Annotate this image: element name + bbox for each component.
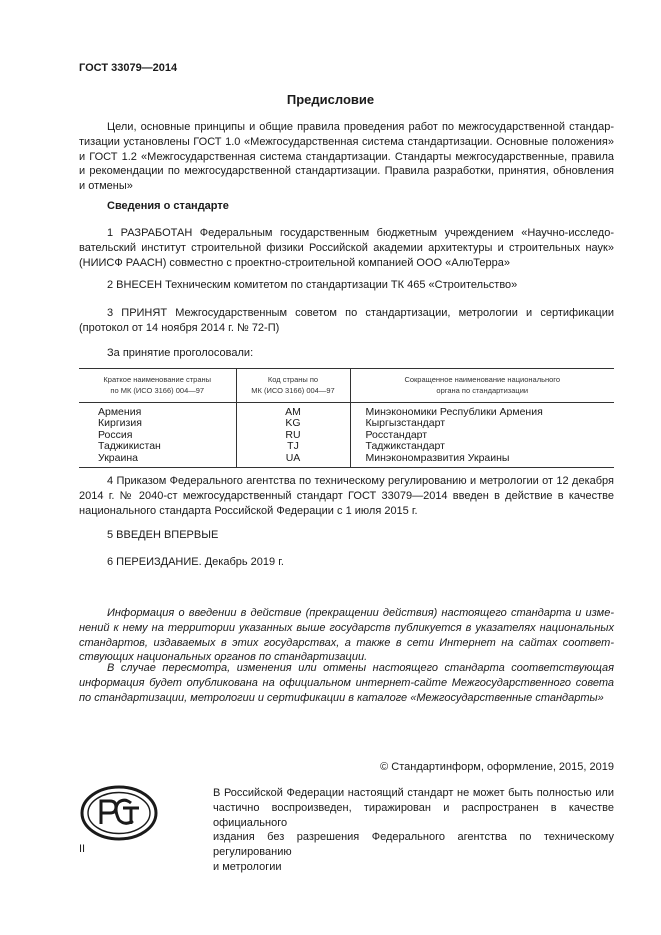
italic-line: ствующих национальных органов по стандартизации. bbox=[79, 651, 368, 664]
table-row bbox=[79, 403, 614, 419]
body-cell: Кыргызстандарт bbox=[350, 418, 614, 429]
country-cell: Киргизия bbox=[98, 417, 142, 430]
voting-table bbox=[79, 368, 614, 468]
country-cell: Россия bbox=[98, 428, 133, 441]
voted-label: За принятие проголосовали: bbox=[107, 347, 254, 359]
item-3-adopted bbox=[79, 306, 614, 336]
intro-line: и отмены» bbox=[79, 180, 133, 193]
item-3-line: (протокол от 14 ноября 2014 г. № 72-П) bbox=[79, 321, 280, 334]
item-5-first-introduced: 5 ВВЕДЕН ВПЕРВЫЕ bbox=[107, 529, 219, 541]
item-1-developed bbox=[79, 226, 614, 270]
notice-line: В Российской Федерации настоящий стандарт не может быть полностью или bbox=[213, 787, 614, 799]
item-4-line: 2014 г. № 2040-ст межгосударственный стандарт ГОСТ 33079—2014 введен в действие в качестве bbox=[79, 489, 614, 502]
copyright-line: © Стандартинформ, оформление, 2015, 2019 bbox=[380, 761, 614, 773]
item-4-line: национального стандарта Российской Федерации с 1 июля 2015 г. bbox=[79, 504, 418, 517]
table-header-row bbox=[79, 369, 614, 403]
code-cell: TJ bbox=[236, 441, 350, 452]
col-header-body: Сокращенное наименование национального органа по стандартизации bbox=[350, 369, 614, 403]
code-cell: AM bbox=[236, 403, 350, 419]
notice-line: и метрологии bbox=[213, 860, 282, 873]
rst-logo-icon bbox=[79, 784, 159, 842]
country-cell: Таджикистан bbox=[98, 440, 161, 453]
col-header-country: Краткое наименование страны по МК (ИСО 3166) 004—97 bbox=[79, 369, 236, 403]
notice-line: частично воспроизведен, тиражирован и распространен в качестве официального bbox=[213, 801, 614, 829]
page-number: II bbox=[79, 843, 86, 855]
document-code-header: ГОСТ 33079—2014 bbox=[79, 62, 178, 74]
item-1-line: вательский институт строительной физики Российской академии архитектуры и строительных наук» bbox=[79, 241, 614, 254]
revision-notice-paragraph bbox=[79, 661, 614, 705]
body-cell: Таджикстандарт bbox=[350, 441, 614, 452]
item-2-introduced: 2 ВНЕСЕН Техническим комитетом по стандартизации ТК 465 «Строительство» bbox=[107, 279, 518, 291]
page-title: Предисловие bbox=[286, 92, 375, 107]
intro-paragraph bbox=[79, 120, 614, 194]
country-cell: Украина bbox=[79, 453, 236, 468]
item-3-line: 3 ПРИНЯТ Межгосударственным советом по стандартизации, метрологии и сертификации bbox=[107, 307, 614, 319]
italic-line: Информация о введении в действие (прекращении действия) настоящего стандарта и изме- bbox=[107, 607, 614, 619]
table-row bbox=[79, 418, 614, 429]
country-cell: Армения bbox=[98, 406, 142, 418]
code-cell: RU bbox=[236, 430, 350, 441]
intro-line: и рекомендации по межгосударственной стандартизации. Правила разработки, принятия, обновления bbox=[79, 165, 614, 178]
table-row bbox=[79, 453, 614, 468]
code-cell: KG bbox=[236, 418, 350, 429]
item-4-line: 4 Приказом Федерального агентства по техническому регулированию и метрологии от 12 декабря bbox=[107, 475, 614, 487]
body-cell: Минэкономразвития Украины bbox=[350, 453, 614, 468]
italic-line: по стандартизации, метрологии и сертификации в каталоге «Межгосударственные стандарты» bbox=[79, 691, 604, 704]
info-heading: Сведения о стандарте bbox=[107, 200, 229, 212]
intro-line: и ГОСТ 1.2 «Межгосударственная система стандартизации. Стандарты межгосударственные, правила bbox=[79, 150, 614, 163]
italic-line: В случае пересмотра, изменения или отмены настоящего стандарта соответствующая bbox=[107, 662, 614, 674]
item-6-reissue: 6 ПЕРЕИЗДАНИЕ. Декабрь 2019 г. bbox=[107, 556, 284, 568]
italic-line: информация будет опубликована на официальном интернет-сайте Межгосударственного совета bbox=[79, 676, 614, 689]
table-row bbox=[79, 441, 614, 452]
item-1-line: (НИИСФ РААСН) совместно с проектно-строительной компанией ООО «АлюТерра» bbox=[79, 256, 510, 269]
item-1-line: 1 РАЗРАБОТАН Федеральным государственным бюджетным учреждением «Научно-исследо- bbox=[107, 227, 614, 239]
body-cell: Росстандарт bbox=[350, 430, 614, 441]
item-4-order bbox=[79, 474, 614, 518]
italic-line: стандартов, издаваемых в этих государствах, а также в сети Интернет на сайтах соответ- bbox=[79, 636, 614, 649]
col-header-code: Код страны по МК (ИСО 3166) 004—97 bbox=[236, 369, 350, 403]
info-notice-paragraph bbox=[79, 606, 614, 665]
intro-line: тизации установлены ГОСТ 1.0 «Межгосударственная система стандартизации. Основные положения» bbox=[79, 135, 614, 148]
notice-line: издания без разрешения Федерального агентства по техническому регулированию bbox=[213, 831, 614, 859]
intro-line: Цели, основные принципы и общие правила проведения работ по межгосударственной стандар- bbox=[107, 121, 614, 133]
copyright-restriction-notice bbox=[213, 786, 614, 875]
body-cell: Минэкономики Республики Армения bbox=[350, 403, 614, 419]
italic-line: нений к нему на территории указанных выше государств публикуется в указателях национальных bbox=[79, 621, 614, 634]
code-cell: UA bbox=[236, 453, 350, 468]
